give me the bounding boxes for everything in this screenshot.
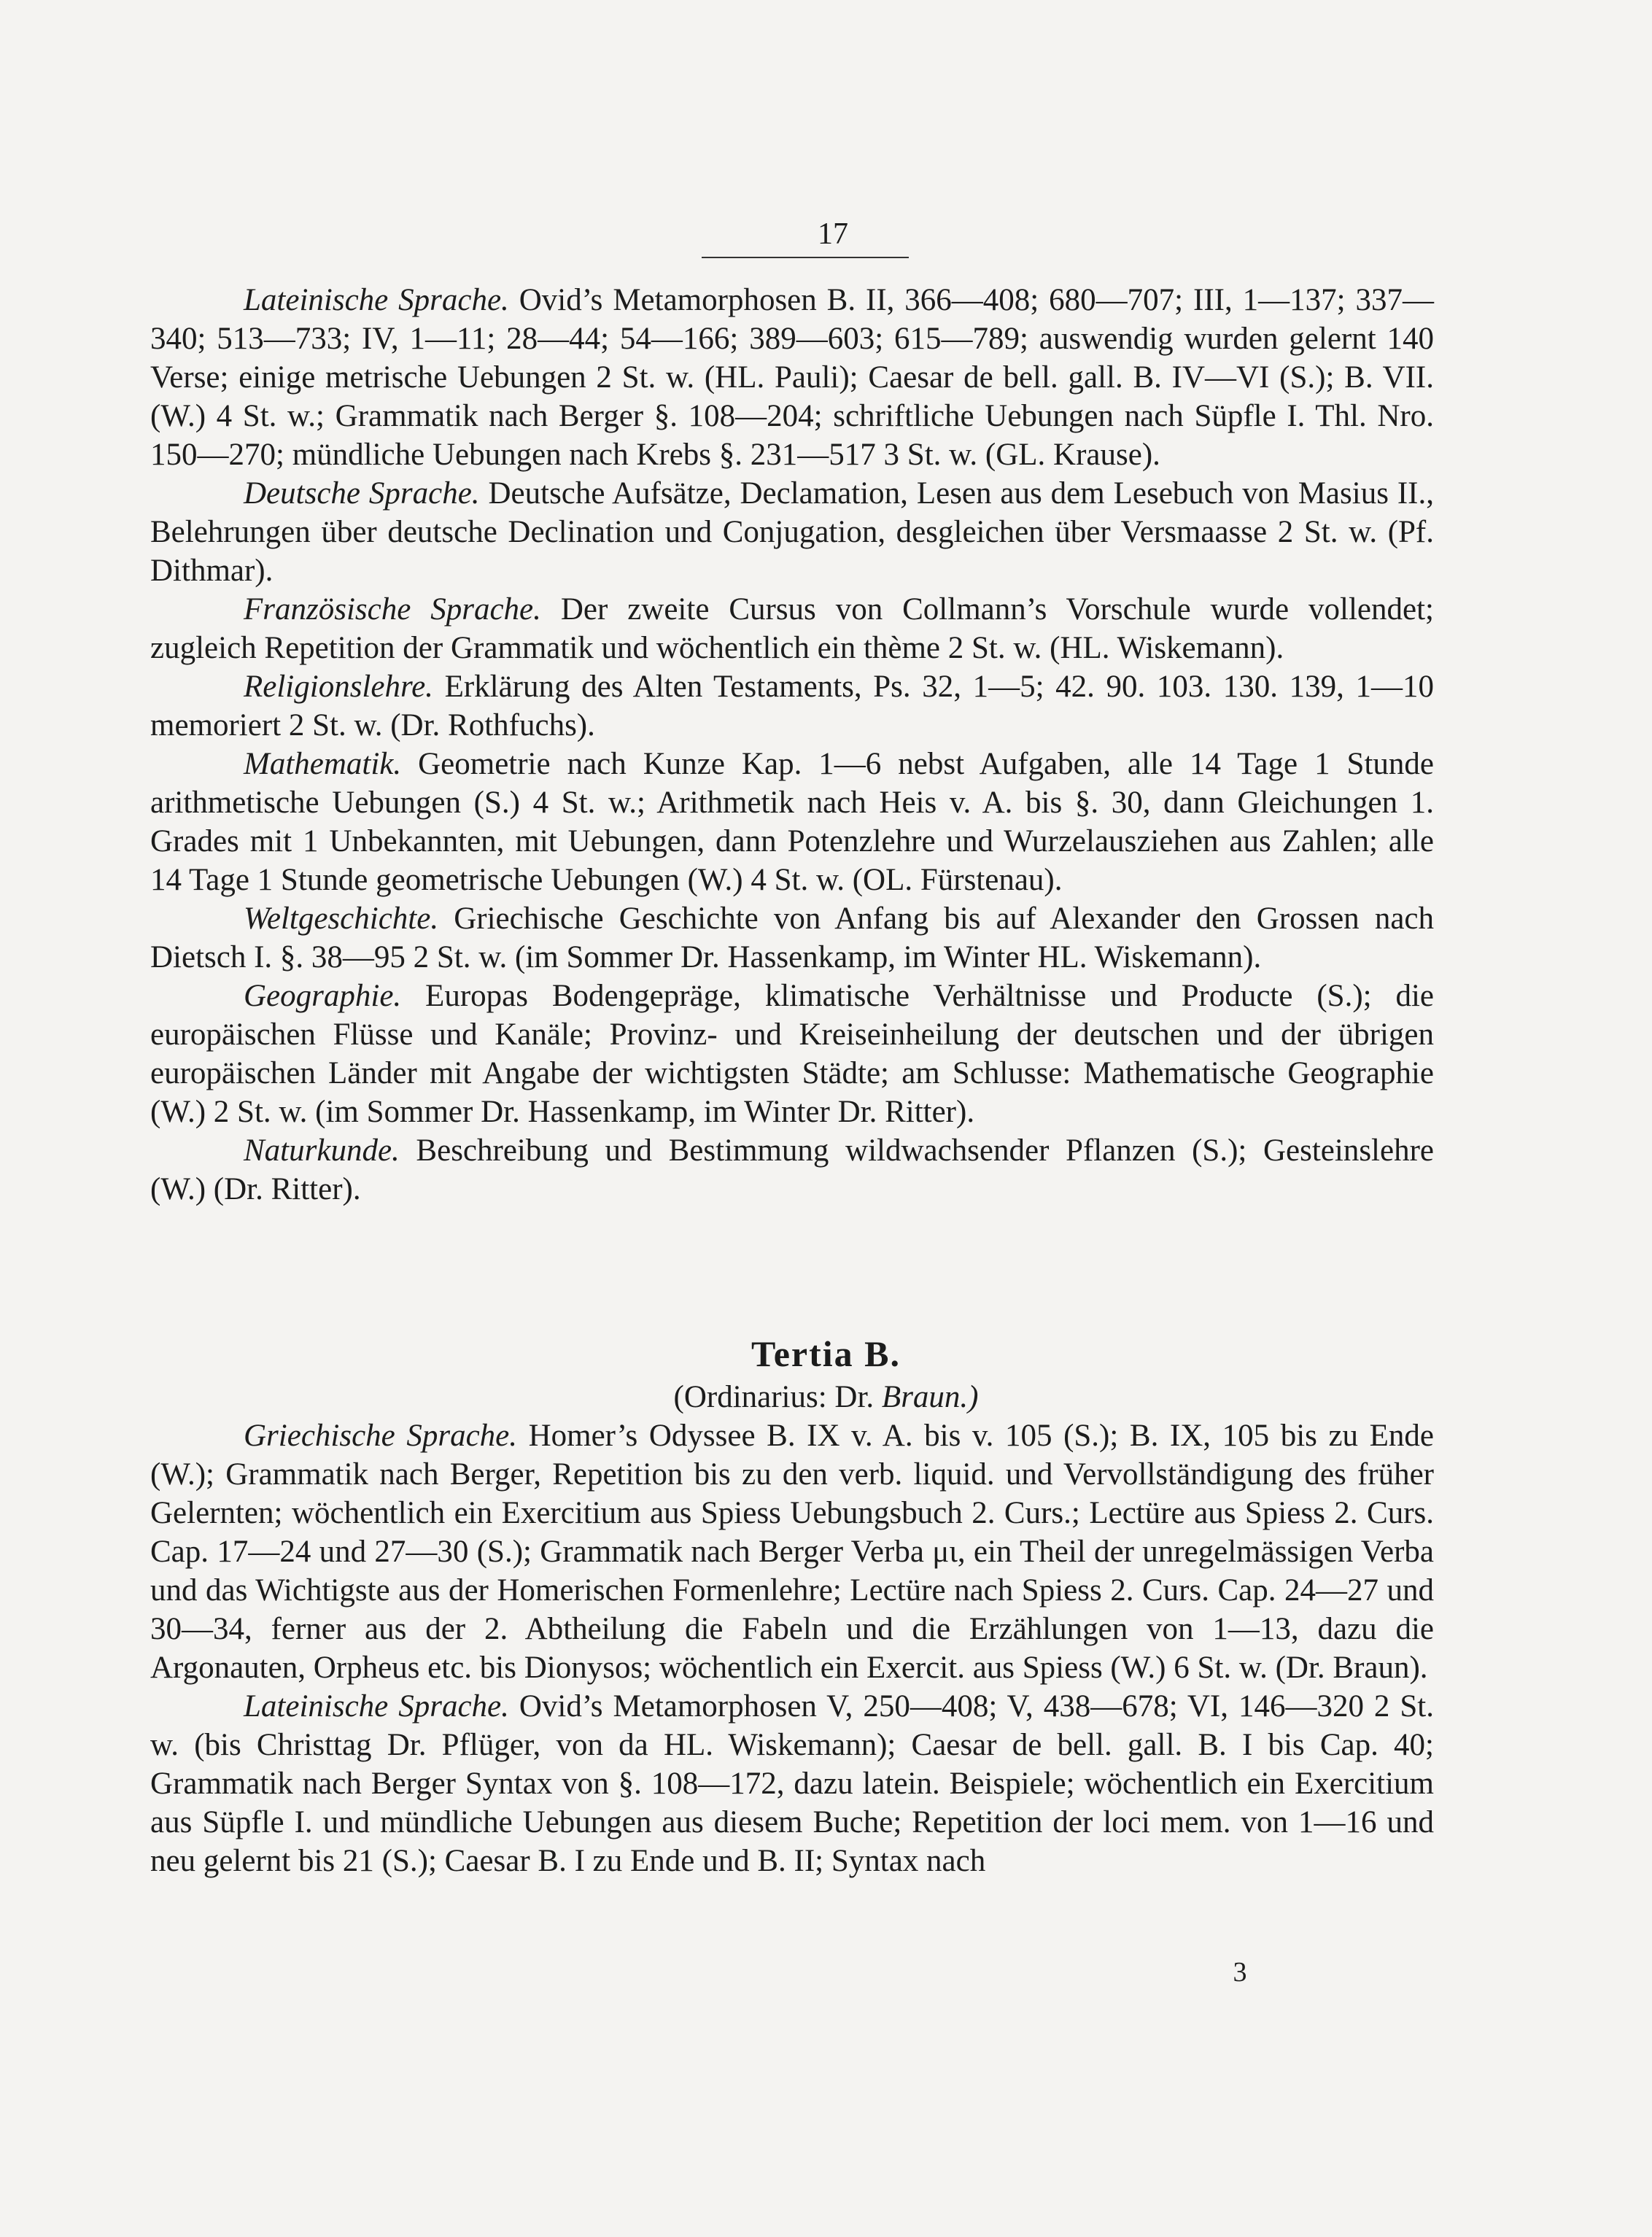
subject-paragraph [150,1687,1434,1880]
subject-text: Der zweite Cursus von Collmann’s Vorschule wurde vollendet; zugleich Repetition der Grammatik und wöchentlich ein thème 2 St. w. (HL. Wiskemann). [150,592,1434,665]
subject-text: Homer’s Odyssee B. IX v. A. bis v. 105 (S.); B. IX, 105 bis zu Ende (W.); Grammatik nach Berger, Repetition bis zu den verb. liquid. und Vervollständigung des früher Gelernten; wöchentlich ein Exercitium aus Spiess Uebungsbuch 2. Curs.; Lectüre aus Spiess 2. Curs. Cap. 17—24 und 27—30 (S.); Grammatik nach Berger Verba μι, ein Theil der unregelmässigen Verba und das Wichtigste aus der Homerischen Formenlehre; Lectüre nach Spiess 2. Curs. Cap. 24—27 und 30—34, ferner aus der 2. Abtheilung die Fabeln und die Erzählungen von 1—13, dazu die Argonauten, Orpheus etc. bis Dionysos; wöchentlich ein Exercit. aus Spiess (W.) 6 St. w. (Dr. Braun). [150,1419,1434,1685]
page-number: 17 [818,217,848,251]
subject-text: Beschreibung und Bestimmung wildwachsender Pflanzen (S.); Gesteinslehre (W.) (Dr. Ritter). [150,1133,1434,1206]
subject-text: Ovid’s Metamorphosen B. II, 366—408; 680—707; III, 1—137; 337—340; 513—733; IV, 1—11; 28—44; 54—166; 389—603; 615—789; auswendig wurden gelernt 140 Verse; einige metrische Uebungen 2 St. w. (HL. Pauli); Caesar de bell. gall. B. IV—VI (S.); B. VII. (W.) 4 St. w.; Grammatik nach Berger §. 108—204; schriftliche Uebungen nach Süpfle I. Thl. Nro. 150—270; mündliche Uebungen nach Krebs §. 231—517 3 St. w. (GL. Krause). [150,283,1434,472]
subject-title: Geographie. [244,979,402,1013]
subject-title: Mathematik. [244,747,402,781]
subject-title: Französische Sprache. [244,592,541,627]
upper-section [150,281,1434,1209]
subject-text: Ovid’s Metamorphosen V, 250—408; V, 438—678; VI, 146—320 2 St. w. (bis Christtag Dr. Pflüger, von da HL. Wiskemann); Caesar de bell. gall. B. I bis Cap. 40; Grammatik nach Berger Syntax von §. 108—172, dazu latein. Beispiele; wöchentlich ein Exercitium aus Süpfle I. und mündliche Uebungen aus diesem Buche; Repetition der loci mem. von 1—16 und neu gelernt bis 21 (S.); Caesar B. I zu Ende und B. II; Syntax nach [150,1689,1434,1878]
subject-paragraph [150,745,1434,899]
subject-title: Religionslehre. [244,670,433,704]
subject-text: Deutsche Aufsätze, Declamation, Lesen aus dem Lesebuch von Masius II., Belehrungen über deutsche Declination und Conjugation, desgleichen über Versmaasse 2 St. w. (Pf. Dithmar). [150,476,1434,588]
subject-paragraph [150,474,1434,590]
subject-text: Erklärung des Alten Testaments, Ps. 32, 1—5; 42. 90. 103. 130. 139, 1—10 memoriert 2 St. w. (Dr. Rothfuchs). [150,670,1435,743]
subject-title: Lateinische Sprache. [244,283,509,317]
subject-title: Griechische Sprache. [244,1419,517,1453]
subject-paragraph [150,667,1434,745]
subject-paragraph [150,1131,1434,1209]
subject-paragraph [150,590,1434,667]
subject-title: Naturkunde. [244,1133,400,1168]
subject-text: Geometrie nach Kunze Kap. 1—6 nebst Aufgaben, alle 14 Tage 1 Stunde arithmetische Uebungen (S.) 4 St. w.; Arithmetik nach Heis v. A. bis §. 30, dann Gleichungen 1. Grades mit 1 Unbekannten, mit Uebungen, dann Potenzlehre und Wurzelausziehen aus Zahlen; alle 14 Tage 1 Stunde geometrische Uebungen (W.) 4 St. w. (OL. Fürstenau). [150,747,1435,897]
header-rule [702,257,909,258]
subject-text: Griechische Geschichte von Anfang bis auf Alexander den Grossen nach Dietsch I. §. 38—95 2 St. w. (im Sommer Dr. Hassenkamp, im Winter HL. Wiskemann). [150,902,1435,974]
section-heading: Tertia B. [751,1333,901,1374]
signature-mark: 3 [1233,1957,1247,1988]
subject-paragraph [150,899,1434,977]
subject-title: Deutsche Sprache. [244,476,480,511]
subject-paragraph [150,281,1434,474]
subheading-name: Braun.) [881,1380,979,1414]
subject-paragraph [150,1416,1434,1687]
subject-title: Lateinische Sprache. [244,1689,509,1724]
subject-text: Europas Bodengepräge, klimatische Verhältnisse und Producte (S.); die europäischen Flüsse und Kanäle; Provinz- und Kreiseinheilung der deutschen und der übrigen europäischen Länder mit Angabe der wichtigsten Städte; am Schlusse: Mathematische Geographie (W.) 2 St. w. (im Sommer Dr. Hassenkamp, im Winter Dr. Ritter). [150,979,1435,1129]
section-subheading [0,1379,1652,1416]
subject-paragraph [150,977,1434,1131]
subheading-prefix: (Ordinarius: Dr. [673,1380,875,1414]
lower-section [150,1416,1434,1880]
subject-title: Weltgeschichte. [244,902,439,936]
